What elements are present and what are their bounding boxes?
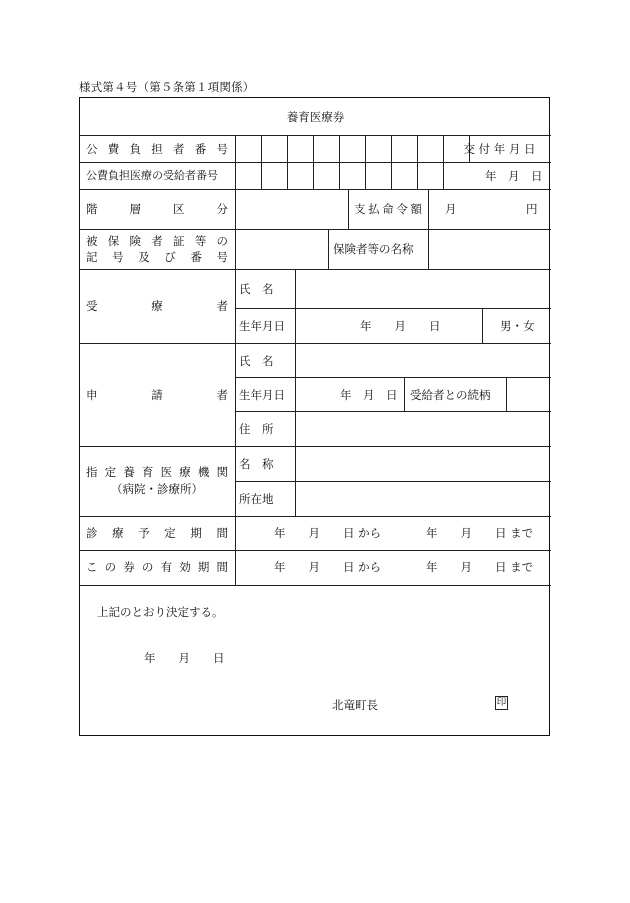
row-line bbox=[80, 162, 551, 163]
col-line bbox=[295, 269, 296, 516]
institution-label-line1: 指定養育医療機関 bbox=[86, 465, 228, 479]
row-line bbox=[80, 446, 551, 447]
treatment-period-from: 年 月 日 から bbox=[274, 526, 382, 540]
digit-box-line bbox=[287, 135, 288, 189]
issue-date-label: 交 付 年 月 日 bbox=[463, 142, 536, 156]
institution-label-line2: （病院・診療所） bbox=[111, 482, 203, 496]
validity-period-to: 年 月 日 まで bbox=[426, 560, 534, 574]
form-title: 養育医療券 bbox=[286, 110, 345, 124]
validity-period-label: この券の有効期間 bbox=[86, 560, 228, 574]
applicant-dob-label: 生年月日 bbox=[239, 388, 285, 402]
digit-box-line bbox=[365, 135, 366, 189]
col-line bbox=[235, 135, 236, 585]
sex-label: 男・女 bbox=[500, 319, 535, 333]
address-label: 住 所 bbox=[239, 422, 274, 436]
decision-text: 上記のとおり決定する。 bbox=[97, 605, 224, 619]
institution-name-label: 名 称 bbox=[239, 457, 274, 471]
decision-date: 年 月 日 bbox=[144, 651, 225, 665]
patient-label: 受療者 bbox=[86, 299, 228, 313]
col-line bbox=[428, 229, 429, 269]
patient-dob-value: 年 月 日 bbox=[360, 319, 441, 333]
row-line bbox=[80, 516, 551, 517]
row-line bbox=[80, 585, 551, 586]
digit-box-line bbox=[261, 135, 262, 189]
institution-location-label: 所在地 bbox=[239, 492, 274, 506]
recipient-number-label: 公費負担医療の受給者番号 bbox=[86, 169, 218, 182]
col-line bbox=[328, 229, 329, 269]
form-number-label: 様式第４号（第５条第１項関係） bbox=[79, 80, 255, 94]
treatment-period-label: 診療予定期間 bbox=[86, 526, 228, 540]
patient-name-label: 氏 名 bbox=[239, 282, 274, 296]
validity-period-from: 年 月 日 から bbox=[274, 560, 382, 574]
row-line bbox=[235, 308, 551, 309]
col-line bbox=[506, 377, 507, 411]
recipient-date-label: 年 月 日 bbox=[485, 169, 543, 183]
row-line bbox=[235, 377, 551, 378]
row-line bbox=[80, 229, 551, 230]
row-line bbox=[235, 411, 551, 412]
row-line bbox=[80, 550, 551, 551]
burden-number-label: 公費負担者番号 bbox=[86, 142, 228, 156]
row-line bbox=[80, 269, 551, 270]
digit-box-line bbox=[313, 135, 314, 189]
insurance-label-line2: 記号及び番号 bbox=[86, 250, 228, 264]
medical-voucher-form bbox=[79, 97, 550, 736]
col-line bbox=[428, 189, 429, 229]
row-line bbox=[235, 481, 551, 482]
applicant-label: 申請者 bbox=[86, 388, 228, 402]
patient-dob-label: 生年月日 bbox=[239, 319, 285, 333]
row-line bbox=[80, 189, 551, 190]
applicant-dob-value: 年 月 日 bbox=[340, 388, 398, 402]
digit-box-line bbox=[339, 135, 340, 189]
row-line bbox=[80, 343, 551, 344]
insurance-label-line1: 被保険者証等の bbox=[86, 234, 228, 248]
col-line bbox=[482, 308, 483, 343]
insurer-name-label: 保険者等の名称 bbox=[333, 242, 414, 256]
payment-yen: 円 bbox=[526, 202, 538, 216]
class-label: 階層区分 bbox=[86, 202, 228, 216]
row-line bbox=[80, 135, 551, 136]
digit-box-line bbox=[443, 135, 444, 189]
digit-box-line bbox=[391, 135, 392, 189]
col-line bbox=[348, 189, 349, 229]
mayor-name: 北竜町長 bbox=[332, 698, 378, 712]
digit-box-line bbox=[417, 135, 418, 189]
applicant-name-label: 氏 名 bbox=[239, 354, 274, 368]
relation-label: 受給者との続柄 bbox=[410, 388, 491, 402]
seal-mark: 印 bbox=[496, 697, 507, 708]
payment-label: 支払命令額 bbox=[354, 202, 422, 216]
treatment-period-to: 年 月 日 まで bbox=[426, 526, 534, 540]
col-line bbox=[404, 377, 405, 411]
payment-month: 月 bbox=[445, 202, 457, 216]
